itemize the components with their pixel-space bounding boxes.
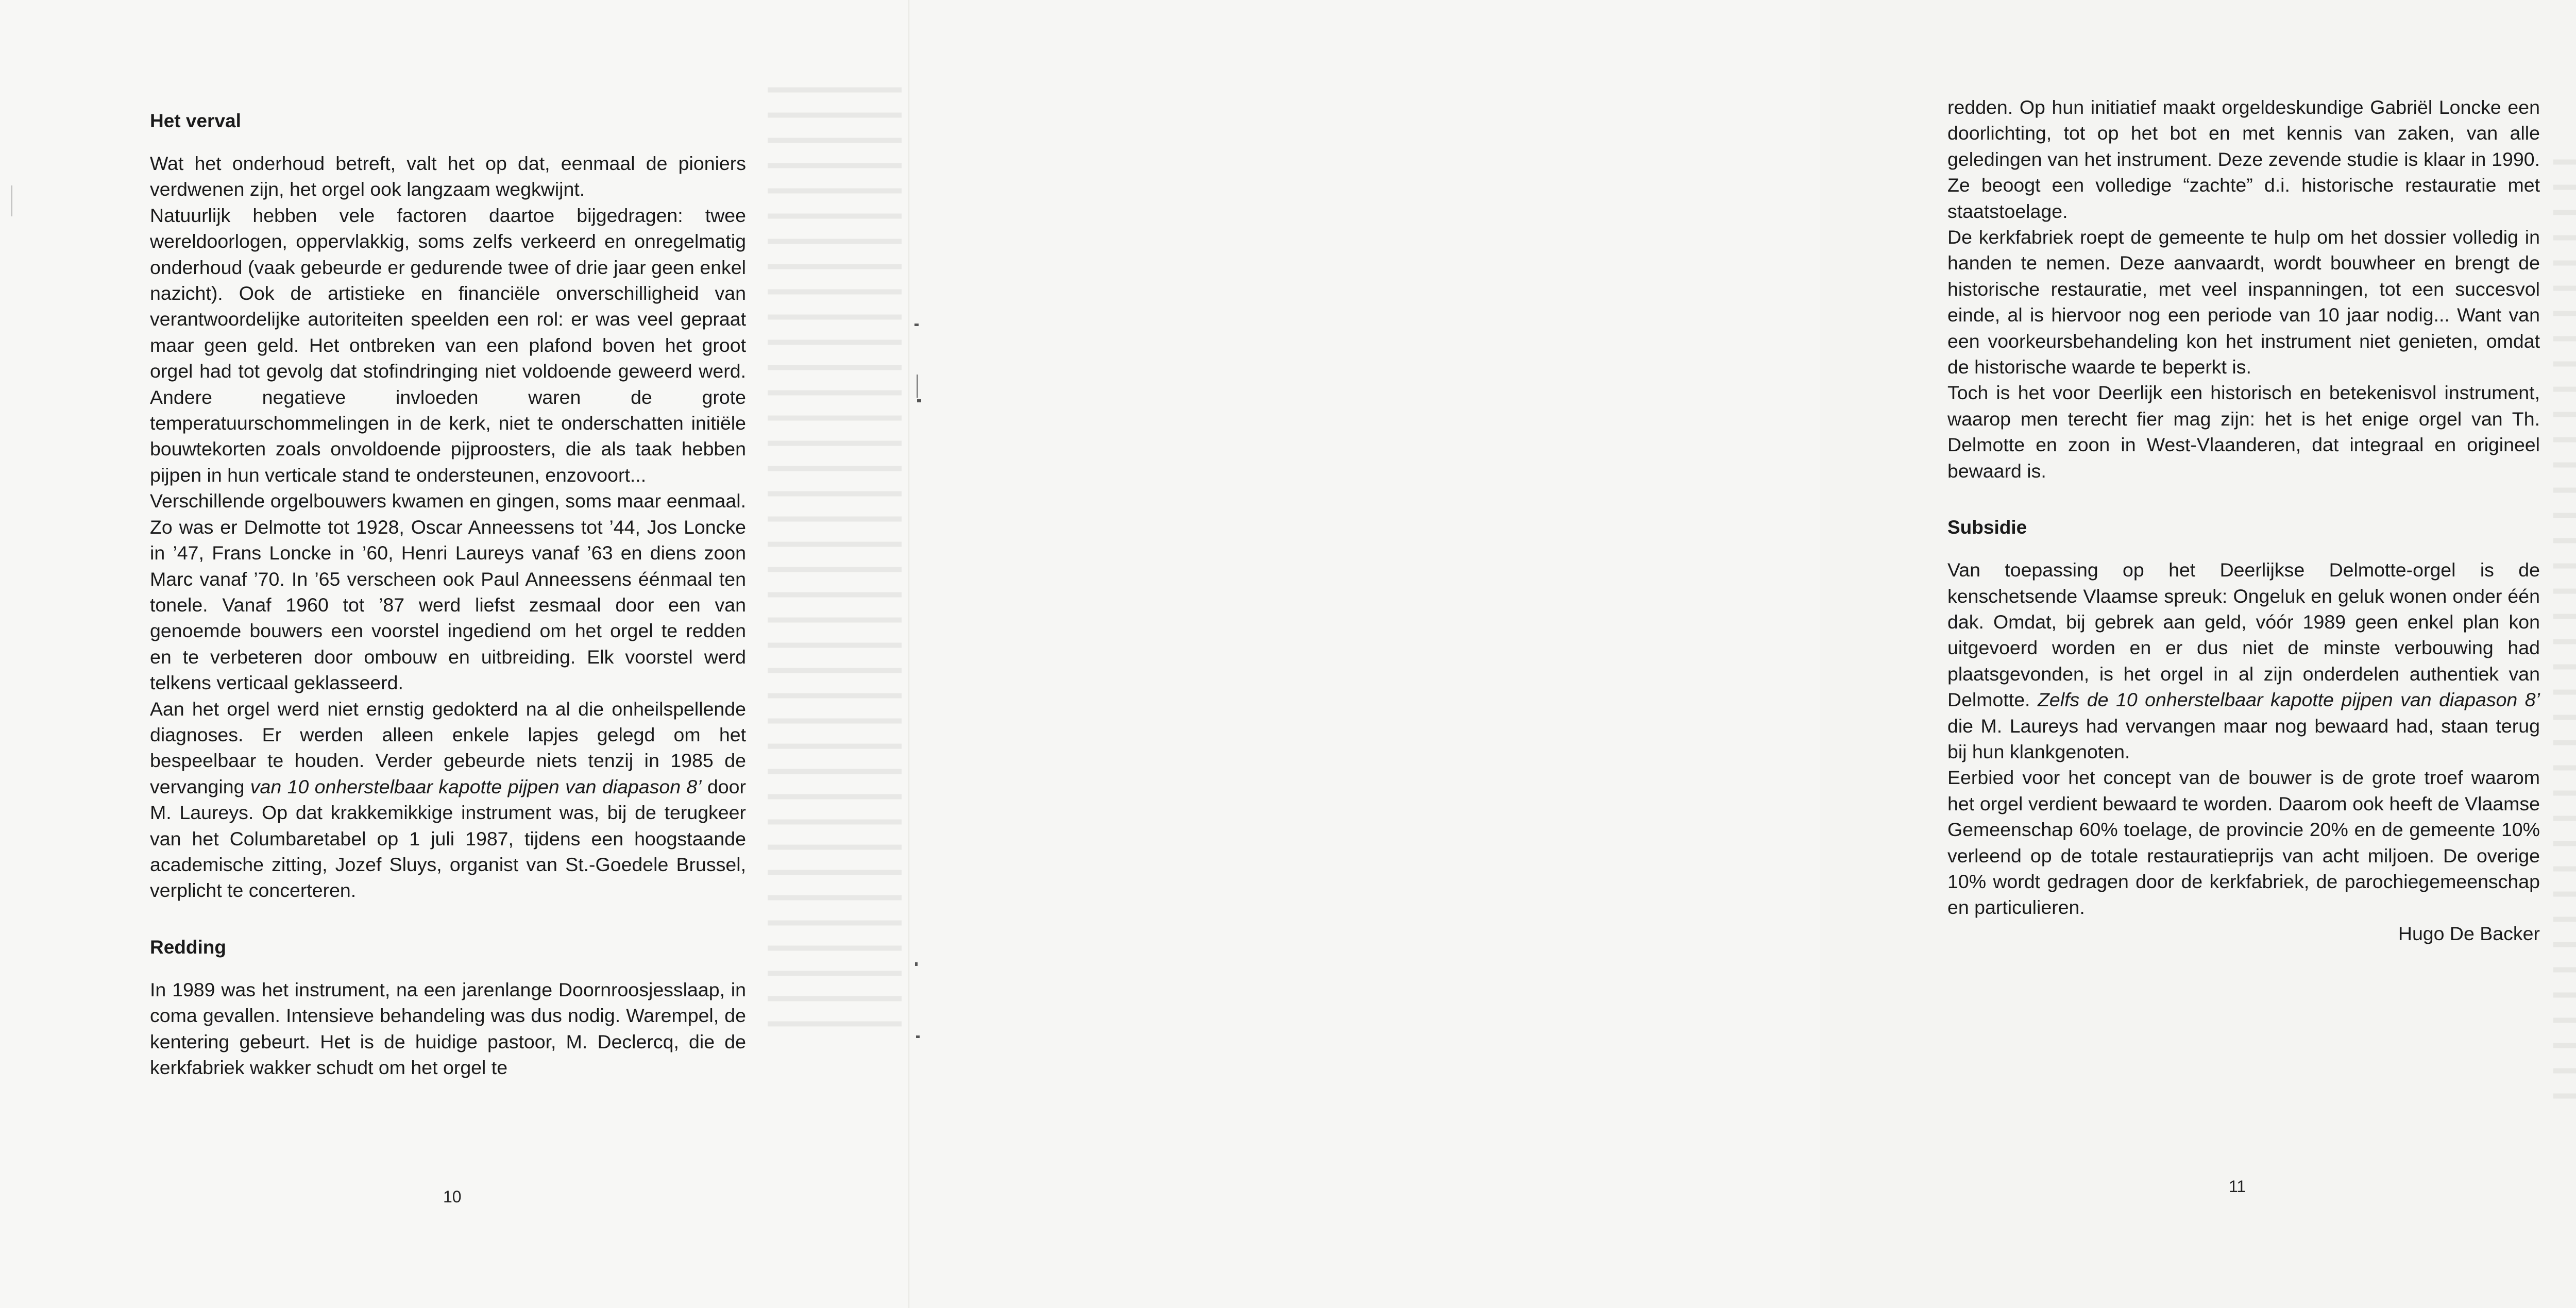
scan-speck bbox=[917, 375, 918, 398]
left-text-column bbox=[150, 108, 746, 1080]
paragraph: De kerkfabriek roept de gemeente te hulp om het dossier volledig in handen te nemen. Deze aanvaardt, wordt bouwheer en brengt de historische restauratie, met veel inspanningen, tot een succesvol einde, al is hiervoor nog een periode van 10 jaar nodig... Want van een voorkeursbehandeling kon het instrument niet genieten, omdat de historische waarde te beperkt is. bbox=[1947, 226, 2540, 378]
left-page bbox=[0, 0, 910, 1308]
right-text-column bbox=[1947, 94, 2540, 946]
heading-redding: Redding bbox=[150, 936, 226, 958]
paragraph bbox=[150, 696, 746, 904]
page-number-right: 11 bbox=[2229, 1177, 2246, 1196]
scan-speck bbox=[917, 399, 921, 402]
paragraph: Natuurlijk hebben vele factoren daartoe bijgedragen: twee wereldoorlogen, oppervlakkig, soms zelfs verkeerd en onregelmatig onderhoud (vaak gebeurde er gedurende twee of drie jaar geen enkel nazicht). Ook de artistieke en financiële onverschilligheid van verantwoordelijke autoriteiten speelden een rol: er was veel gepraat maar geen geld. Het ontbreken van een plafond boven het groot orgel had tot gevolg dat stofindringing niet voldoende geweerd werd. Andere negatieve invloeden waren de grote temperatuurschommelingen in de kerk, niet te onderschatten initiële bouwtekorten zoals onvoldoende pijproosters, die als taak hebben pijpen in hun verticale stand te ondersteunen, enzovoort... bbox=[150, 204, 746, 486]
paragraph bbox=[1947, 557, 2540, 765]
scan-speck bbox=[916, 1035, 920, 1038]
author-signature: Hugo De Backer bbox=[2398, 922, 2540, 944]
italic-text: Zelfs de 10 onherstelbaar kapotte pijpen van diapason 8’ bbox=[2037, 689, 2540, 711]
paragraph: Toch is het voor Deerlijk een historisch en betekenisvol instrument, waarop men terecht fier mag zijn: het is het enige orgel van Th. Delmotte en zoon in West-Vlaanderen, dat integraal en origineel bewaard is. bbox=[1947, 382, 2540, 482]
page-number-left: 10 bbox=[443, 1187, 462, 1206]
heading-subsidie: Subsidie bbox=[1947, 517, 2027, 538]
text-span: door M. Laureys. Op dat krakkemikkige instrument was, bij de terugkeer van het Columbaretabel op 1 juli 1987, tijdens een hoogstaande academische zitting, Jozef Sluys, organist van St.-Goedele Brussel, verplicht te concerteren. bbox=[150, 775, 746, 902]
bleed-through-text bbox=[768, 77, 902, 1108]
paragraph: In 1989 was het instrument, na een jarenlange Doornroosjesslaap, in coma gevallen. Intensieve behandeling was dus nodig. Warempel, de kentering gebeurt. Het is de huidige pastoor, M. Declercq, die de kerkfabriek wakker schudt om het orgel te bbox=[150, 978, 746, 1078]
paragraph: Wat het onderhoud betreft, valt het op dat, eenmaal de pioniers verdwenen zijn, het orgel ook langzaam wegkwijnt. bbox=[150, 152, 746, 200]
scan-speck bbox=[915, 962, 918, 966]
paragraph: Verschillende orgelbouwers kwamen en gingen, soms maar eenmaal. Zo was er Delmotte tot 1928, Oscar Anneessens tot ’44, Jos Loncke in ’47, Frans Loncke in ’60, Henri Laureys vanaf ’63 en diens zoon Marc vanaf ’70. In ’65 verscheen ook Paul Anneessens éénmaal ten tonele. Vanaf 1960 tot ’87 werd liefst zesmaal door een van genoemde bouwers een voorstel ingediend om het orgel te redden en te verbeteren door ombouw en uitbreiding. Elk voorstel werd telkens verticaal geklasseerd. bbox=[150, 490, 746, 694]
scan-speck bbox=[914, 324, 919, 326]
italic-text: van 10 onherstelbaar kapotte pijpen van diapason 8’ bbox=[250, 775, 702, 797]
scan-speck bbox=[11, 185, 12, 216]
text-span: Van toepassing op het Deerlijkse Delmotte-orgel is de kenschetsende Vlaamse spreuk: Ongeluk en geluk wonen onder één dak. Omdat, bij gebrek aan geld, vóór 1989 geen enkel plan kon uitgevoerd worden en er dus niet de minste verbouwing had plaatsgevonden, is het orgel in al zijn onderdelen authentiek van Delmotte. bbox=[1947, 559, 2540, 711]
paragraph: Eerbied voor het concept van de bouwer is de grote troef waarom het orgel verdient bewaard te worden. Daarom ook heeft de Vlaamse Gemeenschap 60% toelage, de provincie 20% en de gemeente 10% verleend op de totale restauratieprijs van acht miljoen. De overige 10% wordt gedragen door de kerkfabriek, de parochiegemeenschap en particulieren. bbox=[1947, 767, 2540, 919]
text-span: die M. Laureys had vervangen maar nog bewaard had, staan terug bij hun klankgenoten. bbox=[1947, 715, 2540, 762]
text-span: Aan het orgel werd niet ernstig gedokterd na al die onheilspellende diagnoses. Er werden alleen enkele lapjes gelegd om het bespeelbaar te houden. Verder gebeurde niets tenzij in 1985 de vervanging bbox=[150, 698, 746, 797]
paragraph: redden. Op hun initiatief maakt orgeldeskundige Gabriël Loncke een doorlichting, tot op het bot en met kennis van zaken, van alle geledingen van het instrument. Deze zevende studie is klaar in 1990. Ze beoogt een volledige “zachte” d.i. historische restauratie met staatstoelage. bbox=[1947, 96, 2540, 222]
right-page bbox=[910, 0, 2540, 1308]
heading-het-verval: Het verval bbox=[150, 110, 241, 131]
bleed-through-text bbox=[2553, 149, 2576, 1128]
